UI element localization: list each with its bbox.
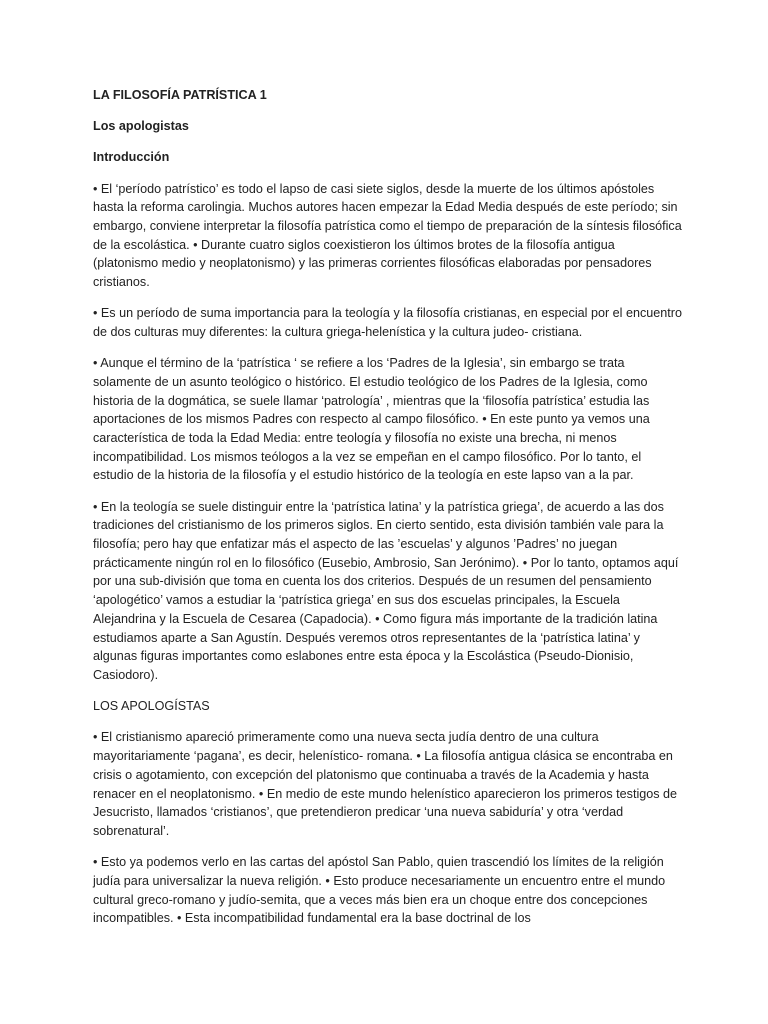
paragraph-4: • En la teología se suele distinguir entre la ‘patrística latina’ y la patrística griega’, de acuerdo a las dos tradiciones del cristianismo de los primeros siglos. En cierto sentido, esta división también vale para la filosofía; pero hay que enfatizar más el aspecto de las ’escuelas’ y algunos ’Padres’ no juegan prácticamente ningún rol en lo filosófico (Eusebio, Ambrosio, San Jerónimo). • Por lo tanto, optamos aquí por una sub-división que toma en cuenta los dos criterios. Después de un resumen del pensamiento ‘apologético’ vamos a estudiar la ‘patrística griega’ en sus dos escuelas principales, la Escuela Alejandrina y la Escuela de Cesarea (Capadocia). • Como figura más importante de la tradición latina estudiamos aparte a San Agustín. Después veremos otros representantes de la ‘patrística latina’ y algunas figuras importantes como eslabones entre esta época y la Escolástica (Pseudo-Dionisio, Casiodoro). (93, 499, 679, 682)
document-subtitle: Los apologistas (93, 119, 189, 134)
paragraph-5: • El cristianismo apareció primeramente como una nueva secta judía dentro de una cultura mayoritariamente ‘pagana’, es decir, helenístico- romana. • La filosofía antigua clásica se encontraba en crisis o agotamiento, con excepción del platonismo que continuaba a través de la Academia y hasta renacer en el neoplatonismo. • En medio de este mundo helenístico aparecieron los primeros testigos de Jesucristo, llamados ‘cristianos’, que pretendieron predicar ‘una nueva sabiduría’ y otra ‘verdad sobrenatural’. (93, 730, 678, 838)
paragraph-3: • Aunque el término de la ‘patrística ‘ se refiere a los ‘Padres de la Iglesia’, sin embargo se trata solamente de un asunto teológico o histórico. El estudio teológico de los Padres de la Iglesia, como historia de la dogmática, se suele llamar ‘patrología’ , mientras que la ‘filosofía patrística’ estudia las aportaciones de los mismos Padres con respecto al campo filosófico. • En este punto ya vemos una característica de toda la Edad Media: entre teología y filosofía no existe una brecha, ni menos incompatibilidad. Los mismos teólogos a la vez se empeñan en el campo filosófico. Por lo tanto, el estudio de la historia de la filosofía y el estudio histórico de la teología en este lapso van a la par. (93, 356, 650, 483)
document-title: LA FILOSOFÍA PATRÍSTICA 1 (93, 88, 267, 102)
paragraph-2: • Es un período de suma importancia para la teología y la filosofía cristianas, en especial por el encuentro de dos culturas muy diferentes: la cultura griega-helenística y la cultura judeo- cristiana. (93, 306, 682, 340)
intro-heading: Introducción (93, 150, 170, 165)
paragraph-6: • Esto ya podemos verlo en las cartas del apóstol San Pablo, quien trascendió los límites de la religión judía para universalizar la nueva religión. • Esto produce necesariamente un encuentro entre el mundo cultural greco-romano y judío-semita, que a veces más bien era un choque entre dos concepciones incompatibles. • Esta incompatibilidad fundamental era la base doctrinal de los (93, 855, 666, 926)
paragraph-1: • El ‘período patrístico’ es todo el lapso de casi siete siglos, desde la muerte de los últimos apóstoles hasta la reforma carolingia. Muchos autores hacen empezar la Edad Media después de este período; sin embargo, conviene interpretar la filosofía patrística como el tiempo de preparación de la síntesis filosófica de la escolástica. • Durante cuatro siglos coexistieron los últimos brotes de la filosofía antigua (platonismo medio y neoplatonismo) y las primeras corrientes filosóficas elaboradas por pensadores cristianos. (93, 181, 682, 290)
document-page (93, 86, 683, 940)
section-heading-apologistas: LOS APOLOGÍSTAS (93, 699, 210, 714)
